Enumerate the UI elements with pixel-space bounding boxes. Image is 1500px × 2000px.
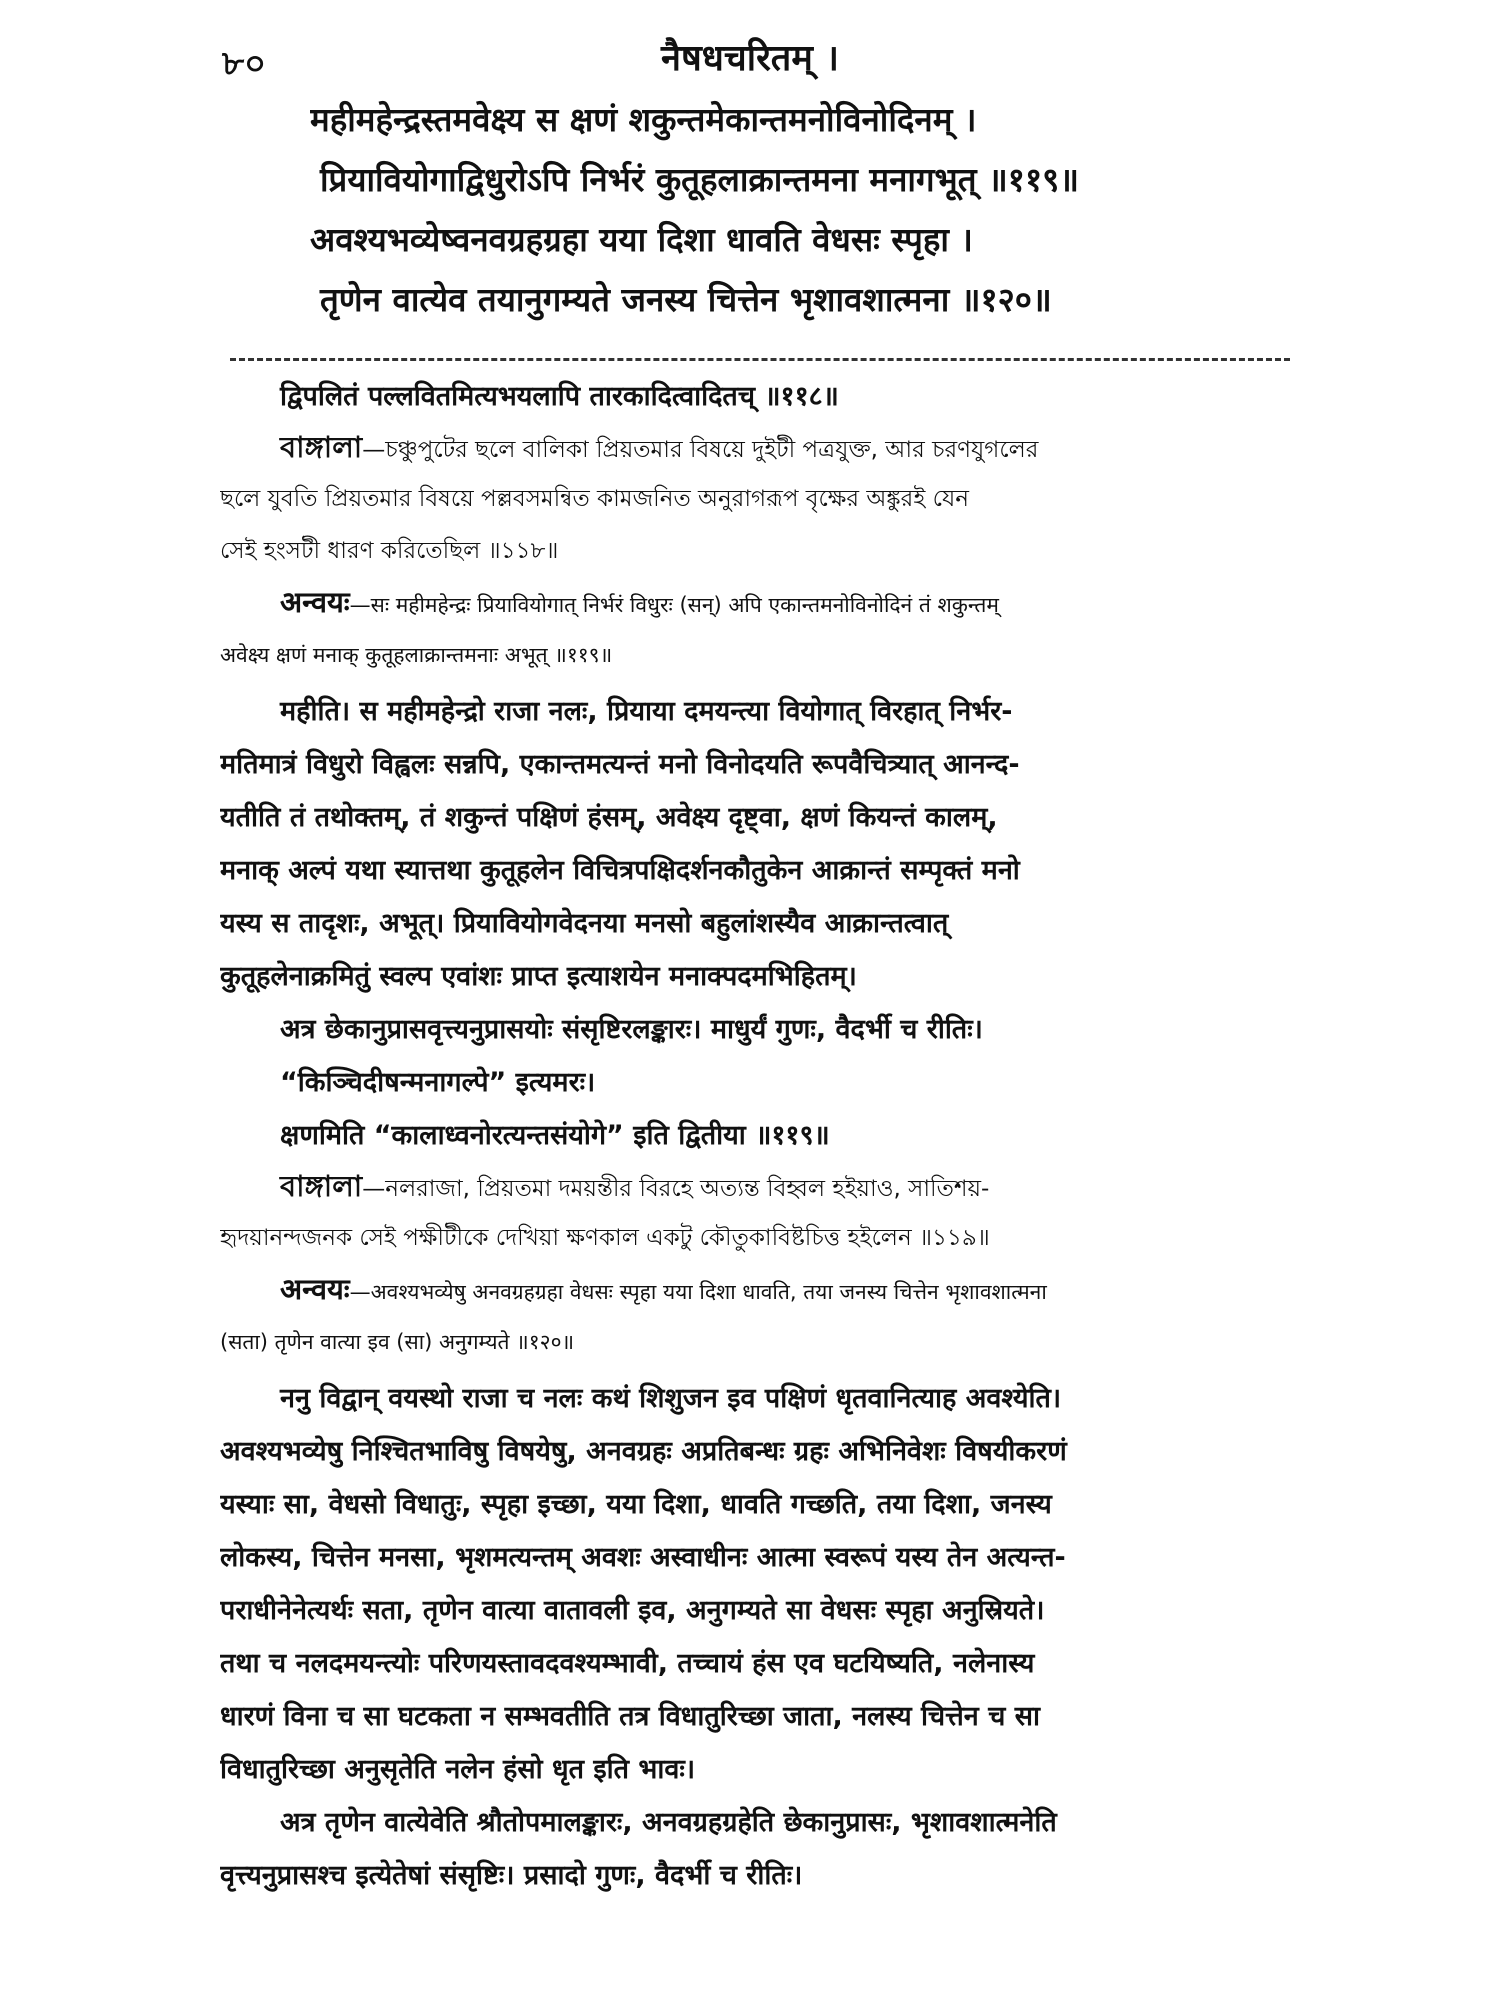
bangla-line: হৃদয়ানন্দজনক সেই পক্ষীটীকে দেখিয়া ক্ষণকাল একটু কৌতুকাবিষ্টচিত্ত হইলেন ॥১১৯॥ <box>220 1225 990 1251</box>
verse-block <box>310 100 1350 340</box>
commentary-line: यस्याः सा, वेधसो विधातुः, स्पृहा इच्छा, यया दिशा, धावति गच्छति, तया दिशा, जनस्य <box>220 1489 1052 1520</box>
commentary-line: अत्र तृणेन वात्येवेति श्रौतोपमालङ्कारः, अनवग्रहग्रहेति छेकानुप्रासः, भृशावशात्मनेति <box>280 1807 1057 1838</box>
bangla-line <box>220 431 1310 483</box>
commentary <box>220 378 1310 1910</box>
commentary-line: “किञ्चिदीषन्मनागल्पे” इत्यमरः। <box>280 1067 596 1098</box>
commentary-line: पराधीनेनेत्यर्थः सता, तृणेन वात्या वातावली इव, अनुगम्यते सा वेधसः स्पृहा अनुस्रियते। <box>220 1595 1045 1626</box>
commentary-line: ननु विद्वान् वयस्थो राजा च नलः कथं शिशुजन इव पक्षिणं धृतवानित्याह अवश्येति। <box>280 1383 1062 1414</box>
bangla-label: বাঙ্গালা <box>280 1170 363 1203</box>
running-title: नैषधचरितम् । <box>660 38 840 79</box>
bangla-line <box>220 1170 1310 1222</box>
verse-line: तृणेन वात्येव तयानुगम्यते जनस्य चित्तेन भृशावशात्मना ॥१२०॥ <box>320 280 1052 319</box>
commentary-line: वृत्त्यनुप्रासश्च इत्येतेषां संसृष्टिः। प्रसादो गुणः, वैदर्भी च रीतिः। <box>220 1860 803 1891</box>
bangla-line: সেই হংসটী ধারণ করিতেছিল ॥১১৮॥ <box>220 538 559 564</box>
commentary-line: तथा च नलदमयन्त्योः परिणयस्तावदवश्यम्भावी, तच्चायं हंस एव घटयिष्यति, नलेनास्य <box>220 1648 1035 1679</box>
anvaya-text: —अवश्यभव्येषु अनवग्रहग्रहा वेधसः स्पृहा यया दिशा धावति, तया जनस्य चित्तेन भृशावशात्मना <box>349 1280 1047 1304</box>
commentary-line: कुतूहलेनाक्रमितुं स्वल्प एवांशः प्राप्त इत्याशयेन मनाक्पदमभिहितम्। <box>220 961 857 992</box>
commentary-line: धारणं विना च सा घटकता न सम्भवतीति तत्र विधातुरिच्छा जाता, नलस्य चित्तेन च सा <box>220 1701 1040 1732</box>
verse-line: महीमहेन्द्रस्तमवेक्ष्य स क्षणं शकुन्तमेकान्तमनोविनोदिनम् । <box>310 100 977 139</box>
anvaya-line <box>220 1274 1310 1327</box>
verse-line: प्रियावियोगाद्विधुरोऽपि निर्भरं कुतूहलाक्रान्तमना मनागभूत् ॥११९॥ <box>320 160 1080 199</box>
bangla-text: —নলরাজা, প্রিয়তমা দময়ন্তীর বিরহে অত্যন্ত বিহ্বল হইয়াও, সাতিশয়- <box>362 1176 990 1202</box>
commentary-line: मनाक् अल्पं यथा स्यात्तथा कुतूहलेन विचित्रपक्षिदर्शनकौतुकेन आक्रान्तं सम्पृक्तं मनो <box>220 855 1020 886</box>
anvaya-label: अन्वयः <box>280 587 350 619</box>
anvaya-label: अन्वयः <box>280 1274 350 1306</box>
commentary-line: क्षणमिति “कालाध्वनोरत्यन्तसंयोगे” इति द्वितीया ॥११९॥ <box>280 1120 830 1151</box>
commentary-line: अवश्यभव्येषु निश्चितभाविषु विषयेषु, अनवग्रहः अप्रतिबन्धः ग्रहः अभिनिवेशः विषयीकरणं <box>220 1436 1067 1467</box>
bangla-text: —চঞ্চুপুটের ছলে বালিকা প্রিয়তমার বিষয়ে দুইটী পত্রযুক্ত, আর চরণযুগলের <box>362 437 1039 463</box>
anvaya-line: अवेक्ष्य क्षणं मनाक् कुतूहलाक्रान्तमनाः अभूत् ॥११९॥ <box>220 643 613 667</box>
commentary-line: विधातुरिच्छा अनुसृतेति नलेन हंसो धृत इति भावः। <box>220 1754 696 1785</box>
verse-line: अवश्यभव्येष्वनवग्रहग्रहा यया दिशा धावति वेधसः स्पृहा । <box>310 220 973 259</box>
commentary-line: यस्य स तादृशः, अभूत्। प्रियावियोगवेदनया मनसो बहुलांशस्यैव आक्रान्तत्वात् <box>220 908 949 939</box>
anvaya-line: (सता) तृणेन वात्या इव (सा) अनुगम्यते ॥१२०॥ <box>220 1330 575 1354</box>
commentary-line: अत्र छेकानुप्रासवृत्त्यनुप्रासयोः संसृष्टिरलङ्कारः। माधुर्यं गुणः, वैदर्भी च रीतिः। <box>280 1014 983 1045</box>
anvaya-line <box>220 587 1310 640</box>
anvaya-text: —सः महीमहेन्द्रः प्रियावियोगात् निर्भरं विधुरः (सन्) अपि एकान्तमनोविनोदिनं तं शकुन्तम् <box>349 593 999 617</box>
commentary-line: द्विपलितं पल्लवितमित्यभयलापि तारकादित्वादितच् ॥११८॥ <box>280 381 839 412</box>
commentary-line: महीति। स महीमहेन्द्रो राजा नलः, प्रियाया दमयन्त्या वियोगात् विरहात् निर्भर- <box>280 696 1013 727</box>
bangla-label: বাঙ্গালা <box>280 431 363 464</box>
page-number: ৮০ <box>222 44 267 84</box>
section-divider <box>230 358 1290 361</box>
bangla-line: ছলে যুবতি প্রিয়তমার বিষয়ে পল্লবসমন্বিত কামজনিত অনুরাগরূপ বৃক্ষের অঙ্কুরই যেন <box>220 486 969 512</box>
commentary-line: लोकस्य, चित्तेन मनसा, भृशमत्यन्तम् अवशः अस्वाधीनः आत्मा स्वरूपं यस्य तेन अत्यन्त- <box>220 1542 1066 1573</box>
commentary-line: मतिमात्रं विधुरो विह्वलः सन्नपि, एकान्तमत्यन्तं मनो विनोदयति रूपवैचित्र्यात् आनन्द- <box>220 749 1020 780</box>
commentary-line: यतीति तं तथोक्तम्, तं शकुन्तं पक्षिणं हंसम्, अवेक्ष्य दृष्ट्वा, क्षणं कियन्तं कालम्, <box>220 802 998 833</box>
